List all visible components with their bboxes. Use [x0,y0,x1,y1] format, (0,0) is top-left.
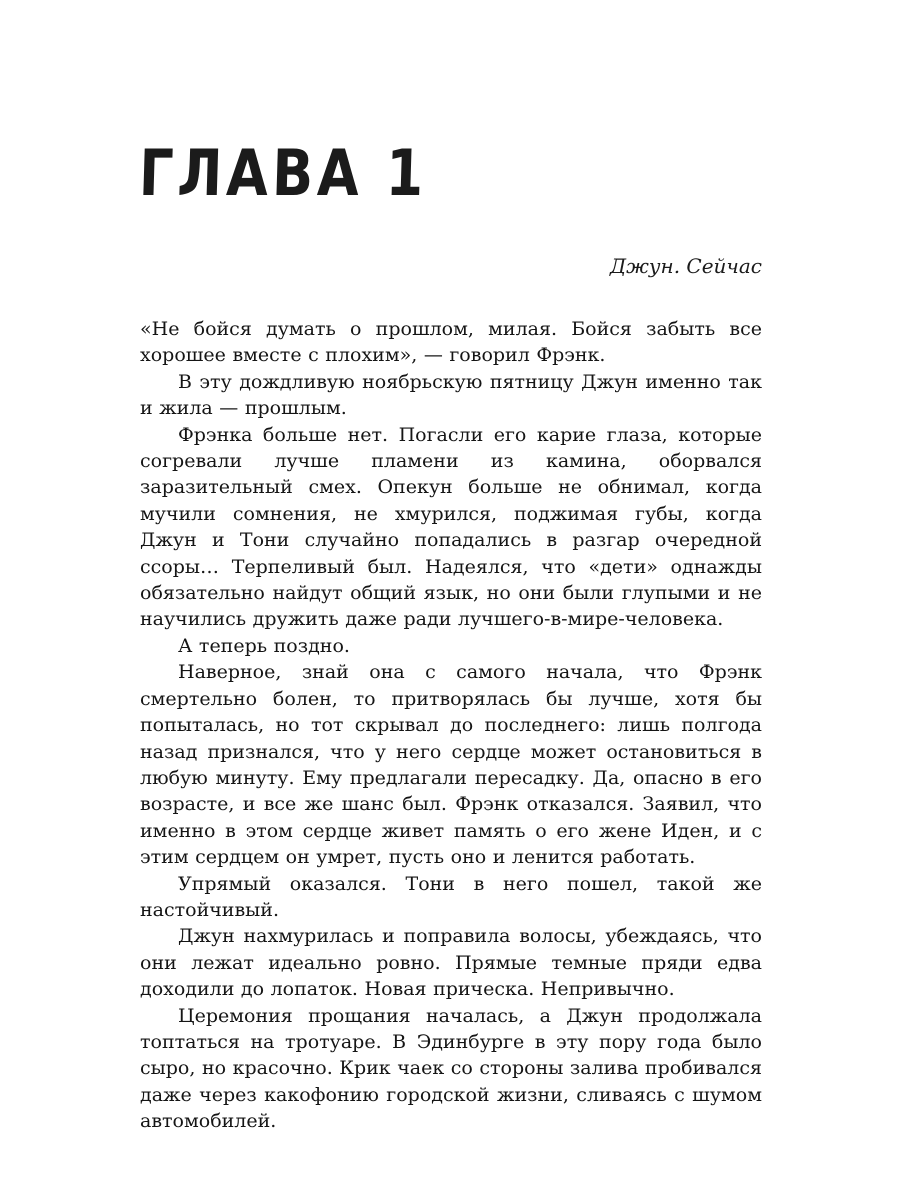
chapter-title: ГЛАВА 1 [137,136,429,211]
paragraph: Фрэнка больше нет. Погасли его карие глаза, которые согревали лучше пламени из камина, оборвался заразительный смех. Опекун больше не обнимал, когда мучили сомнения, не хмурился, поджимая губы, когда Джун и Тони случайно попадались в разгар очередной ссоры… Терпеливый был. Надеялся, что «дети» однажды обязательно найдут общий язык, но они были глупыми и не научились дружить даже ради лучшего-в-мире-человека. [140,423,762,631]
paragraph: В эту дождливую ноябрьскую пятницу Джун именно так и жила — прошлым. [140,370,762,420]
paragraph: «Не бойся думать о прошлом, милая. Бойся забыть все хорошее вместе с плохим», — говорил Фрэнк. [140,318,762,367]
paragraph: Наверное, знай она с самого начала, что Фрэнк смертельно болен, то притворялась бы лучше, хотя бы попыталась, но тот скрывал до последнего: лишь полгода назад признался, что у него сердце может остановиться в любую минуту. Ему предлагали пересадку. Да, опасно в его возрасте, и все же шанс был. Фрэнк отказался. Заявил, что именно в этом сердце живет память о его жене Иден, и с этим сердцем он умрет, пусть оно и ленится работать. [140,661,762,869]
paragraph: Упрямый оказался. Тони в него пошел, такой же настойчивый. [140,872,762,921]
chapter-subtitle: Джун. Сейчас [609,254,762,278]
paragraph: А теперь поздно. [178,634,350,657]
paragraph: Церемония прощания началась, а Джун продолжала топтаться на тротуаре. В Эдинбурге в эту пору года было сыро, но красочно. Крик чаек со стороны залива пробивался даже через какофонию городской жизни, сливаясь с шумом автомобилей. [140,1004,762,1133]
paragraph: Джун нахмурилась и поправила волосы, убеждаясь, что они лежат идеально ровно. Прямые темные пряди едва доходили до лопаток. Новая прическа. Непривычно. [140,925,762,1001]
body-text [140,316,762,1135]
